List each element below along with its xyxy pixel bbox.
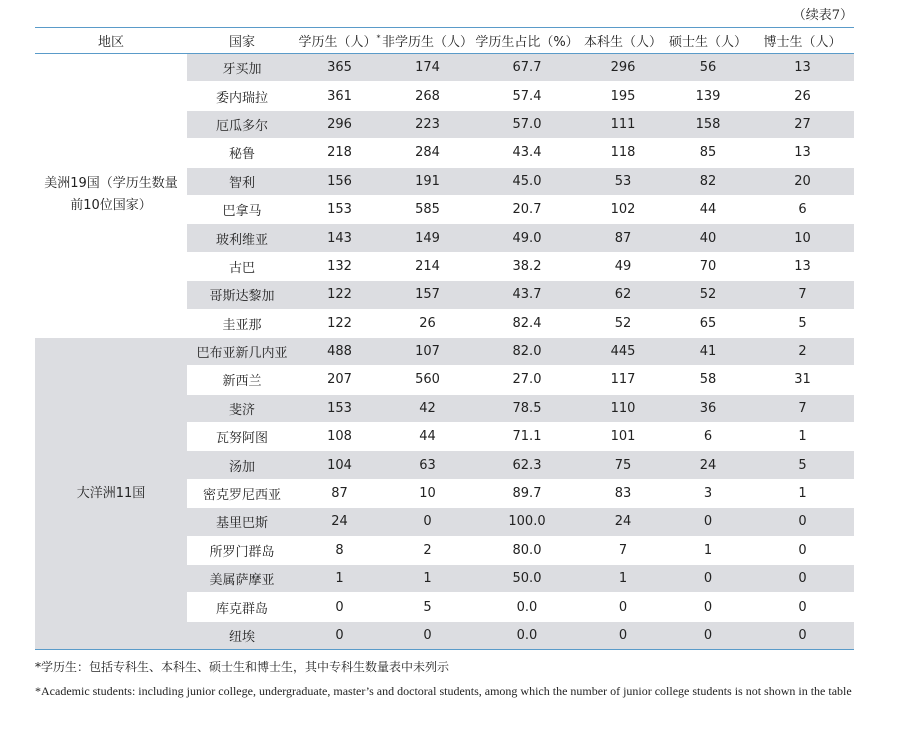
- degree-ratio-cell: 67.7: [473, 54, 581, 82]
- header-master: 硕士生（人）: [665, 28, 751, 54]
- non-degree-students-cell: 585: [382, 195, 473, 223]
- degree-students-cell: 218: [297, 139, 382, 167]
- degree-ratio-cell: 71.1: [473, 423, 581, 451]
- undergraduate-cell: 87: [581, 224, 665, 252]
- undergraduate-cell: 111: [581, 110, 665, 138]
- country-cell: 纽埃: [187, 621, 297, 649]
- country-cell: 美属萨摩亚: [187, 565, 297, 593]
- degree-ratio-cell: 57.4: [473, 82, 581, 110]
- degree-students-cell: 8: [297, 536, 382, 564]
- footnote-chinese: *学历生：包括专科生、本科生、硕士生和博士生，其中专科生数量表中未列示: [35, 660, 450, 674]
- footnote-mark: *: [376, 33, 381, 43]
- degree-students-cell: 153: [297, 394, 382, 422]
- country-cell: 秘鲁: [187, 139, 297, 167]
- master-cell: 70: [665, 252, 751, 280]
- degree-ratio-cell: 49.0: [473, 224, 581, 252]
- degree-students-cell: 361: [297, 82, 382, 110]
- non-degree-students-cell: 191: [382, 167, 473, 195]
- degree-ratio-cell: 0.0: [473, 593, 581, 621]
- country-cell: 密克罗尼西亚: [187, 479, 297, 507]
- degree-students-cell: 488: [297, 337, 382, 365]
- non-degree-students-cell: 149: [382, 224, 473, 252]
- header-degree-students: [297, 28, 382, 54]
- degree-ratio-cell: 78.5: [473, 394, 581, 422]
- non-degree-students-cell: 1: [382, 565, 473, 593]
- degree-ratio-cell: 0.0: [473, 621, 581, 649]
- degree-ratio-cell: 43.4: [473, 139, 581, 167]
- doctoral-cell: 0: [751, 593, 854, 621]
- undergraduate-cell: 102: [581, 195, 665, 223]
- degree-ratio-cell: 43.7: [473, 281, 581, 309]
- degree-students-cell: 24: [297, 508, 382, 536]
- non-degree-students-cell: 42: [382, 394, 473, 422]
- master-cell: 41: [665, 337, 751, 365]
- header-doctoral: 博士生（人）: [751, 28, 854, 54]
- degree-ratio-cell: 50.0: [473, 565, 581, 593]
- non-degree-students-cell: 5: [382, 593, 473, 621]
- doctoral-cell: 10: [751, 224, 854, 252]
- non-degree-students-cell: 0: [382, 508, 473, 536]
- master-cell: 6: [665, 423, 751, 451]
- degree-ratio-cell: 38.2: [473, 252, 581, 280]
- non-degree-students-cell: 44: [382, 423, 473, 451]
- country-cell: 智利: [187, 167, 297, 195]
- degree-students-cell: 1: [297, 565, 382, 593]
- doctoral-cell: 7: [751, 394, 854, 422]
- doctoral-cell: 5: [751, 451, 854, 479]
- header-undergraduate: 本科生（人）: [581, 28, 665, 54]
- non-degree-students-cell: 174: [382, 54, 473, 82]
- table-header-row: [35, 28, 854, 54]
- degree-students-cell: 87: [297, 479, 382, 507]
- country-cell: 古巴: [187, 252, 297, 280]
- non-degree-students-cell: 157: [382, 281, 473, 309]
- master-cell: 0: [665, 508, 751, 536]
- undergraduate-cell: 110: [581, 394, 665, 422]
- master-cell: 85: [665, 139, 751, 167]
- non-degree-students-cell: 10: [382, 479, 473, 507]
- degree-ratio-cell: 20.7: [473, 195, 581, 223]
- master-cell: 158: [665, 110, 751, 138]
- header-degree-ratio: 学历生占比（%）: [473, 28, 581, 54]
- master-cell: 24: [665, 451, 751, 479]
- degree-ratio-cell: 100.0: [473, 508, 581, 536]
- header-non-degree-students: 非学历生（人）: [382, 28, 473, 54]
- doctoral-cell: 13: [751, 139, 854, 167]
- degree-ratio-cell: 82.4: [473, 309, 581, 337]
- country-cell: 汤加: [187, 451, 297, 479]
- degree-students-cell: 153: [297, 195, 382, 223]
- master-cell: 65: [665, 309, 751, 337]
- undergraduate-cell: 7: [581, 536, 665, 564]
- country-cell: 斐济: [187, 394, 297, 422]
- doctoral-cell: 0: [751, 565, 854, 593]
- degree-ratio-cell: 62.3: [473, 451, 581, 479]
- doctoral-cell: 1: [751, 479, 854, 507]
- degree-ratio-cell: 45.0: [473, 167, 581, 195]
- degree-students-cell: 296: [297, 110, 382, 138]
- country-cell: 牙买加: [187, 54, 297, 82]
- country-cell: 哥斯达黎加: [187, 281, 297, 309]
- undergraduate-cell: 62: [581, 281, 665, 309]
- country-cell: 委内瑞拉: [187, 82, 297, 110]
- degree-students-cell: 122: [297, 309, 382, 337]
- footnote-english: *Academic students: including junior college, undergraduate, master’s and doctoral students, among which the number of junior college students is not shown in the table: [35, 684, 852, 698]
- region-cell: 大洋洲11国: [35, 337, 187, 649]
- doctoral-cell: 13: [751, 54, 854, 82]
- country-cell: 瓦努阿图: [187, 423, 297, 451]
- degree-students-cell: 0: [297, 593, 382, 621]
- degree-students-cell: 104: [297, 451, 382, 479]
- undergraduate-cell: 445: [581, 337, 665, 365]
- header-degree-students-label: 学历生（人）: [298, 35, 377, 50]
- table-row: [35, 337, 854, 365]
- degree-students-cell: 365: [297, 54, 382, 82]
- header-country: 国家: [187, 28, 297, 54]
- non-degree-students-cell: 268: [382, 82, 473, 110]
- degree-students-cell: 143: [297, 224, 382, 252]
- degree-ratio-cell: 80.0: [473, 536, 581, 564]
- undergraduate-cell: 75: [581, 451, 665, 479]
- master-cell: 0: [665, 593, 751, 621]
- degree-students-cell: 207: [297, 366, 382, 394]
- doctoral-cell: 5: [751, 309, 854, 337]
- undergraduate-cell: 296: [581, 54, 665, 82]
- undergraduate-cell: 0: [581, 621, 665, 649]
- master-cell: 3: [665, 479, 751, 507]
- undergraduate-cell: 101: [581, 423, 665, 451]
- doctoral-cell: 0: [751, 536, 854, 564]
- non-degree-students-cell: 0: [382, 621, 473, 649]
- undergraduate-cell: 0: [581, 593, 665, 621]
- master-cell: 0: [665, 621, 751, 649]
- master-cell: 56: [665, 54, 751, 82]
- master-cell: 1: [665, 536, 751, 564]
- doctoral-cell: 6: [751, 195, 854, 223]
- country-cell: 巴布亚新几内亚: [187, 337, 297, 365]
- degree-students-cell: 0: [297, 621, 382, 649]
- non-degree-students-cell: 214: [382, 252, 473, 280]
- country-cell: 巴拿马: [187, 195, 297, 223]
- master-cell: 52: [665, 281, 751, 309]
- master-cell: 58: [665, 366, 751, 394]
- degree-ratio-cell: 82.0: [473, 337, 581, 365]
- country-cell: 圭亚那: [187, 309, 297, 337]
- undergraduate-cell: 49: [581, 252, 665, 280]
- country-cell: 基里巴斯: [187, 508, 297, 536]
- degree-ratio-cell: 27.0: [473, 366, 581, 394]
- degree-ratio-cell: 89.7: [473, 479, 581, 507]
- degree-ratio-cell: 57.0: [473, 110, 581, 138]
- doctoral-cell: 2: [751, 337, 854, 365]
- undergraduate-cell: 1: [581, 565, 665, 593]
- master-cell: 139: [665, 82, 751, 110]
- degree-students-cell: 156: [297, 167, 382, 195]
- country-cell: 厄瓜多尔: [187, 110, 297, 138]
- doctoral-cell: 26: [751, 82, 854, 110]
- degree-students-cell: 132: [297, 252, 382, 280]
- undergraduate-cell: 195: [581, 82, 665, 110]
- continued-label: （续表7）: [792, 8, 853, 23]
- undergraduate-cell: 52: [581, 309, 665, 337]
- doctoral-cell: 1: [751, 423, 854, 451]
- region-cell: 美洲19国（学历生数量前10位国家）: [35, 54, 187, 338]
- non-degree-students-cell: 26: [382, 309, 473, 337]
- non-degree-students-cell: 560: [382, 366, 473, 394]
- doctoral-cell: 0: [751, 621, 854, 649]
- students-table: [35, 27, 854, 650]
- table-row: [35, 54, 854, 82]
- non-degree-students-cell: 223: [382, 110, 473, 138]
- undergraduate-cell: 118: [581, 139, 665, 167]
- undergraduate-cell: 83: [581, 479, 665, 507]
- undergraduate-cell: 24: [581, 508, 665, 536]
- doctoral-cell: 27: [751, 110, 854, 138]
- master-cell: 44: [665, 195, 751, 223]
- country-cell: 玻利维亚: [187, 224, 297, 252]
- non-degree-students-cell: 107: [382, 337, 473, 365]
- country-cell: 新西兰: [187, 366, 297, 394]
- degree-students-cell: 108: [297, 423, 382, 451]
- master-cell: 0: [665, 565, 751, 593]
- master-cell: 82: [665, 167, 751, 195]
- doctoral-cell: 13: [751, 252, 854, 280]
- degree-students-cell: 122: [297, 281, 382, 309]
- doctoral-cell: 31: [751, 366, 854, 394]
- undergraduate-cell: 117: [581, 366, 665, 394]
- non-degree-students-cell: 63: [382, 451, 473, 479]
- master-cell: 40: [665, 224, 751, 252]
- country-cell: 所罗门群岛: [187, 536, 297, 564]
- doctoral-cell: 0: [751, 508, 854, 536]
- doctoral-cell: 7: [751, 281, 854, 309]
- master-cell: 36: [665, 394, 751, 422]
- header-region: 地区: [35, 28, 187, 54]
- non-degree-students-cell: 2: [382, 536, 473, 564]
- undergraduate-cell: 53: [581, 167, 665, 195]
- country-cell: 库克群岛: [187, 593, 297, 621]
- table-body: [35, 54, 854, 650]
- non-degree-students-cell: 284: [382, 139, 473, 167]
- doctoral-cell: 20: [751, 167, 854, 195]
